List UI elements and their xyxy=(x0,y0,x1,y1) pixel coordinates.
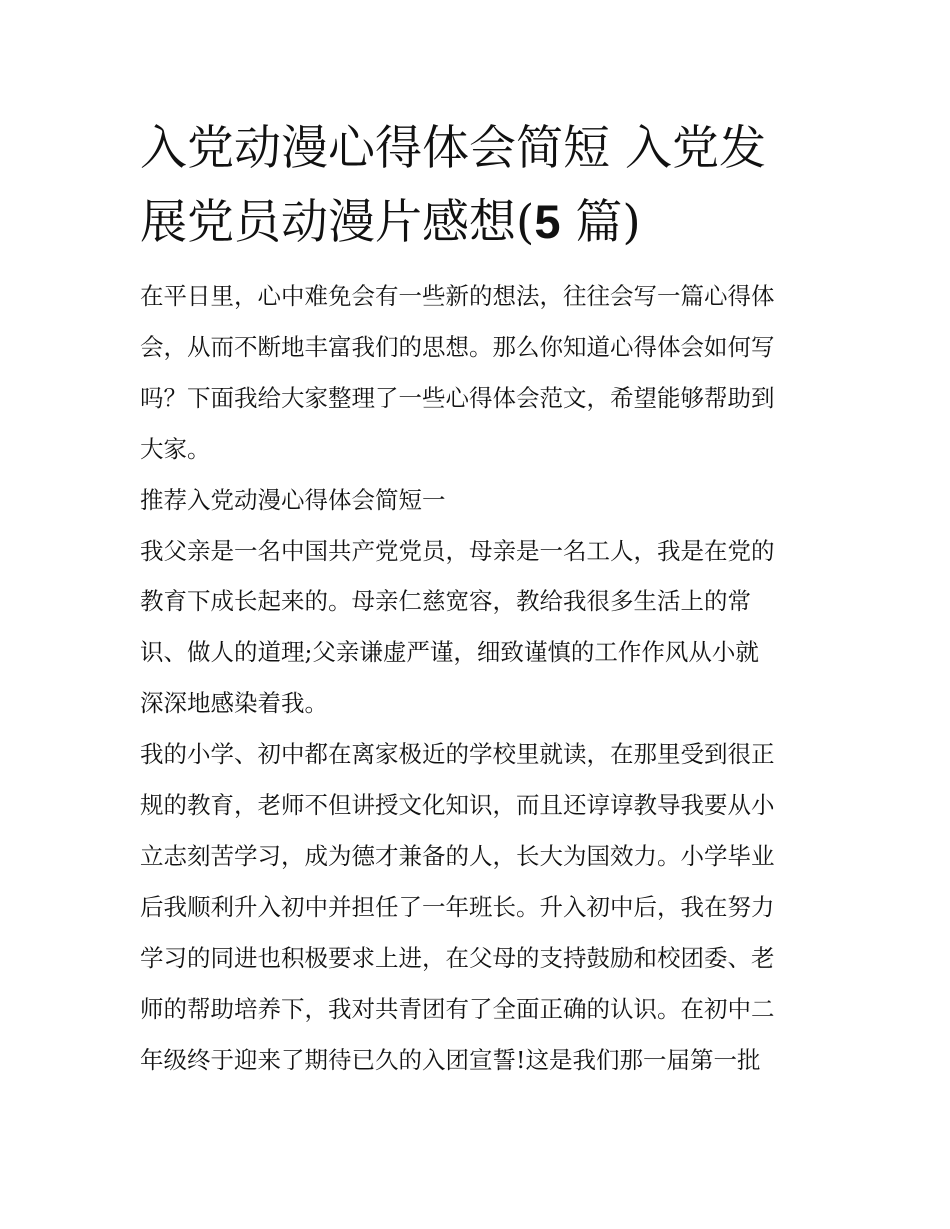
text-line: 吗？下面我给大家整理了一些心得体会范文，希望能够帮助到 xyxy=(140,383,775,412)
paragraph xyxy=(140,271,820,475)
paragraph xyxy=(140,526,820,730)
text-line: 师的帮助培养下，我对共青团有了全面正确的认识。在初中二 xyxy=(140,994,775,1023)
body-text xyxy=(140,271,820,1086)
text-line: 深深地感染着我。 xyxy=(140,689,328,718)
document-title xyxy=(140,112,820,259)
text-line: 会，从而不断地丰富我们的思想。那么你知道心得体会如何写 xyxy=(140,332,775,361)
text-line: 规的教育，老师不但讲授文化知识，而且还谆谆教导我要从小 xyxy=(140,791,775,820)
text-line: 大家。 xyxy=(140,434,211,463)
title-line-part: 篇) xyxy=(560,195,641,250)
text-line: 识、做人的道理;父亲谦虚严谨，细致谨慎的工作作风从小就 xyxy=(140,638,759,667)
title-line-number: 5 xyxy=(534,195,561,248)
text-line: 推荐入党动漫心得体会简短一 xyxy=(140,485,446,514)
text-line: 年级终于迎来了期待已久的入团宣誓!这是我们那一届第一批 xyxy=(140,1045,761,1074)
text-line: 我父亲是一名中国共产党党员，母亲是一名工人，我是在党的 xyxy=(140,536,775,565)
text-line: 我的小学、初中都在离家极近的学校里就读，在那里受到很正 xyxy=(140,740,775,769)
title-line-part: 展党员动漫片感想( xyxy=(140,195,535,250)
text-line: 教育下成长起来的。母亲仁慈宽容，教给我很多生活上的常 xyxy=(140,587,751,616)
text-line: 在平日里，心中难免会有一些新的想法，往往会写一篇心得体 xyxy=(140,282,775,310)
section-heading xyxy=(140,475,820,526)
document-content xyxy=(140,112,820,1086)
text-line: 后我顺利升入初中并担任了一年班长。升入初中后，我在努力 xyxy=(140,892,775,921)
text-line: 学习的同进也积极要求上进，在父母的支持鼓励和校团委、老 xyxy=(140,943,775,972)
title-line xyxy=(140,185,820,259)
text-line: 立志刻苦学习，成为德才兼备的人，长大为国效力。小学毕业 xyxy=(140,841,775,870)
title-line: 入党动漫心得体会简短 入党发 xyxy=(140,121,766,176)
paragraph xyxy=(140,729,820,1085)
